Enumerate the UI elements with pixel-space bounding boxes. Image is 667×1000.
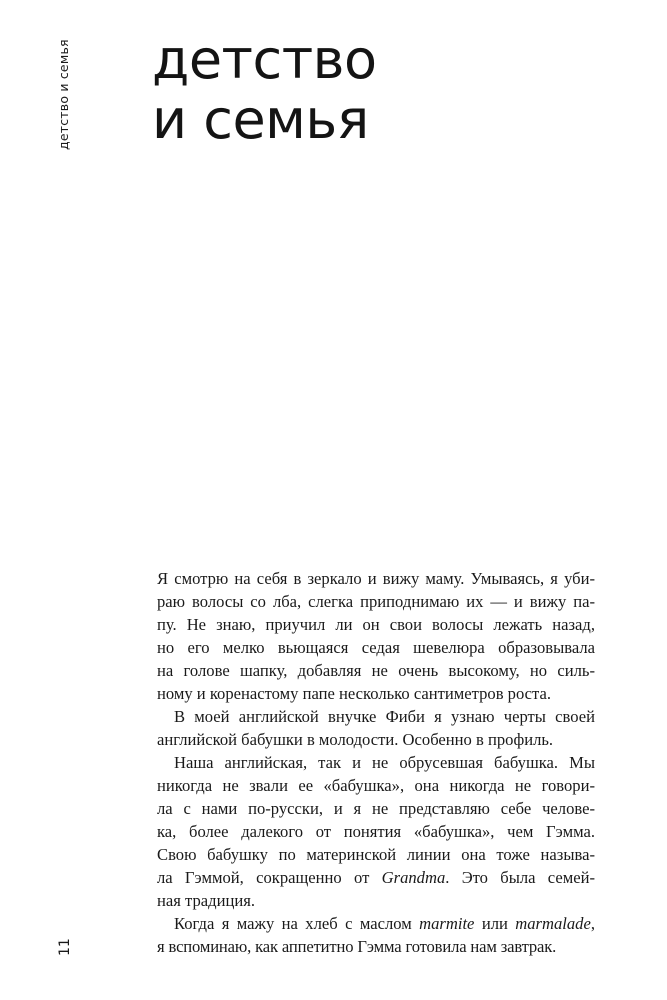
chapter-title [152, 30, 377, 150]
text-run: ла Гэммой, сокращенно от [157, 868, 382, 887]
page-number: 11 [57, 938, 73, 956]
text-line: Я смотрю на себя в зеркало и вижу маму. Умываясь, я уби- [157, 569, 595, 588]
text-line [157, 866, 595, 889]
text-line: ная традиция. [157, 891, 256, 910]
chapter-title-line-2: и семья [152, 88, 369, 151]
text-line: раю волосы со лба, слегка приподнимаю их — и вижу па- [157, 592, 595, 611]
text-line: английской бабушки в молодости. Особенно в профиль. [157, 730, 554, 749]
text-line: ка, более далекого от понятия «бабушка», чем Гэмма. [157, 822, 595, 841]
running-head: детство и семья [56, 39, 71, 150]
text-line: я вспоминаю, как аппетитно Гэмма готовила нам завтрак. [157, 937, 557, 956]
italic-word: marmite [419, 914, 475, 933]
italic-word: marmalade [515, 914, 591, 933]
chapter-title-line-1: детство [152, 28, 377, 91]
text-run: или [474, 914, 516, 933]
text-line: на голове шапку, добавляя не очень высокому, но силь- [157, 661, 595, 680]
text-line: ному и коренастому папе несколько сантиметров роста. [157, 684, 552, 703]
text-run: . Это была семей- [445, 868, 595, 887]
body-text [157, 567, 595, 958]
text-run: Когда я мажу на хлеб с маслом [174, 914, 420, 933]
text-line: В моей английской внучке Фиби я узнаю черты своей [174, 707, 595, 726]
text-line: пу. Не знаю, приучил ли он свои волосы лежать назад, [157, 615, 595, 634]
text-run: , [590, 914, 595, 933]
text-line: ла с нами по-русски, и я не представляю себе челове- [157, 799, 595, 818]
text-line [157, 912, 595, 935]
text-line: Свою бабушку по материнской линии она тоже называ- [157, 845, 595, 864]
text-line: Наша английская, так и не обрусевшая бабушка. Мы [174, 753, 595, 772]
italic-word: Grandma [381, 868, 446, 887]
text-line: но его мелко вьющаяся седая шевелюра образовывала [157, 638, 595, 657]
text-line: никогда не звали ее «бабушка», она никогда не говори- [157, 776, 595, 795]
